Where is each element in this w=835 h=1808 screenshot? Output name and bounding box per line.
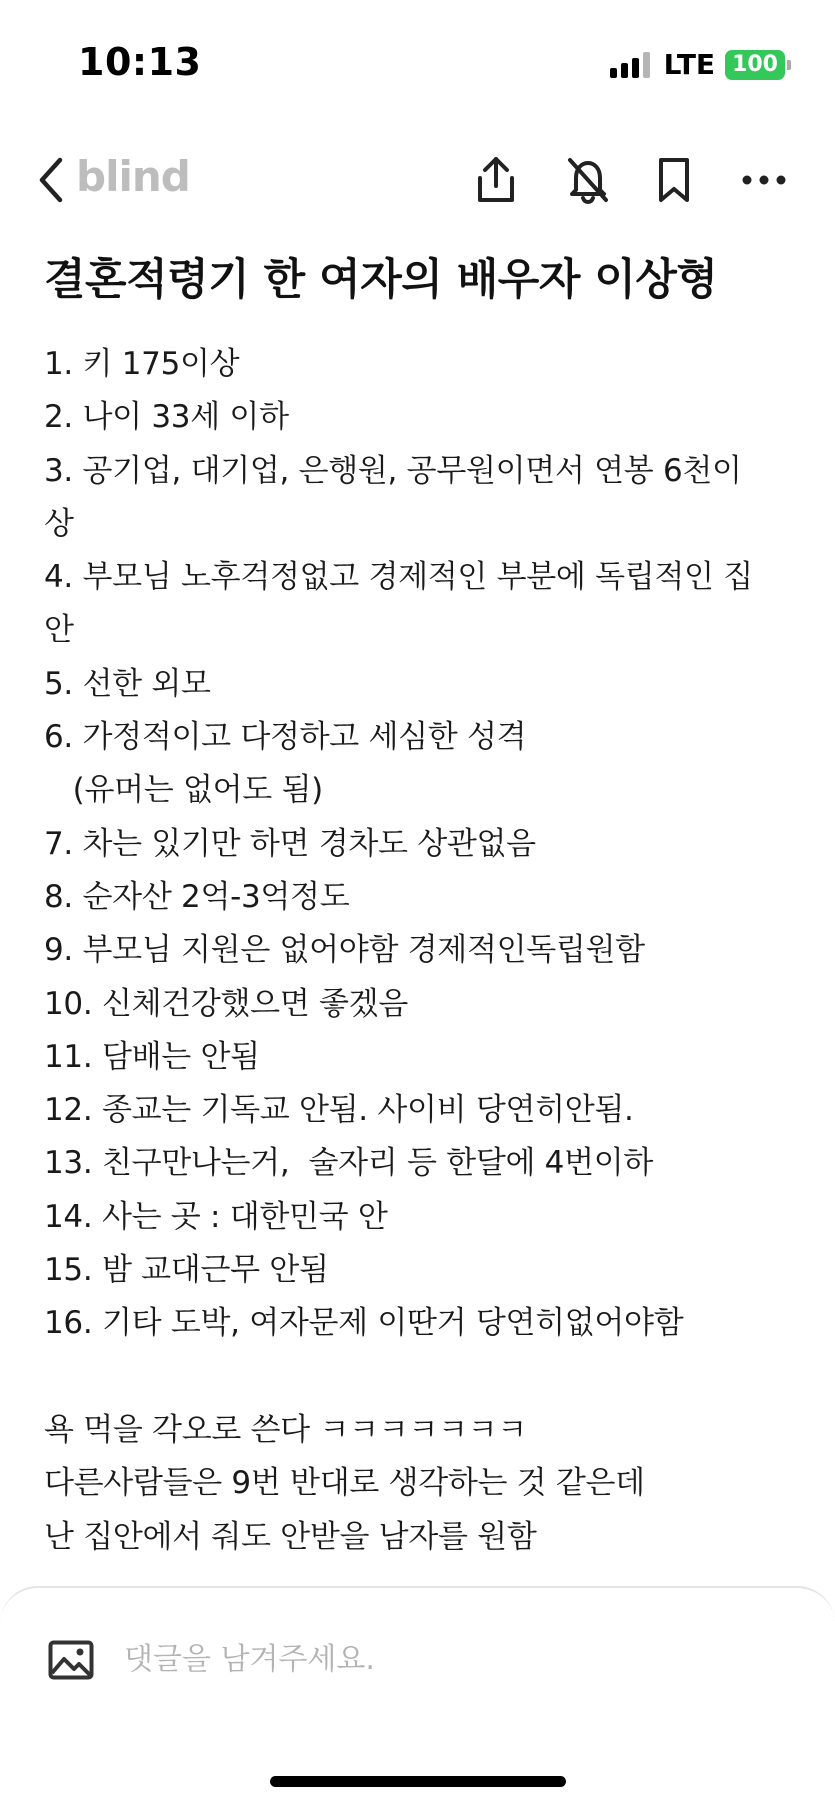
post-body-line: 욕 먹을 각오로 쓴다 ㅋㅋㅋㅋㅋㅋㅋ <box>44 1411 527 1448</box>
post-body-line: 다른사람들은 9번 반대로 생각하는 것 같은데 <box>44 1465 645 1502</box>
post-body-line: 상 <box>44 505 74 542</box>
battery-level: 100 <box>725 50 785 80</box>
post-body-line: 안 <box>44 612 74 649</box>
post-body-line: 난 집안에서 줘도 안받을 남자를 원함 <box>44 1518 537 1555</box>
status-bar <box>0 0 835 130</box>
back-chevron-icon[interactable] <box>34 154 70 206</box>
brand-logo[interactable]: blind <box>76 152 190 201</box>
post-body-line <box>44 1351 804 1404</box>
bell-off-icon[interactable] <box>562 154 614 206</box>
nav-bar <box>0 130 835 230</box>
post-body-line: 4. 부모님 노후걱정없고 경제적인 부분에 독립적인 집 <box>44 559 753 596</box>
post-body-line: 11. 담배는 안됨 <box>44 1038 260 1075</box>
network-type: LTE <box>663 48 716 81</box>
post-body <box>44 338 804 1564</box>
post-body-line: 14. 사는 곳 : 대한민국 안 <box>44 1198 388 1235</box>
post-body-line: 1. 키 175이상 <box>44 346 240 382</box>
post-body-line: 15. 밤 교대근무 안됨 <box>44 1252 329 1289</box>
comment-input[interactable] <box>124 1636 764 1682</box>
post-body-line: 6. 가정적이고 다정하고 세심한 성격 <box>44 719 527 756</box>
share-icon[interactable] <box>470 154 522 206</box>
post-body-line: 13. 친구만나는거, 술자리 등 한달에 4번이하 <box>44 1145 654 1182</box>
battery-icon <box>725 50 791 80</box>
post-body-line: 9. 부모님 지원은 없어야함 경제적인독립원함 <box>44 932 645 969</box>
post-body-line: 10. 신체건강했으면 좋겠음 <box>44 985 408 1022</box>
post-body-line: 12. 종교는 기독교 안됨. 사이비 당연히안됨. <box>44 1092 634 1129</box>
post-body-line: 8. 순자산 2억-3억정도 <box>44 878 350 915</box>
bookmark-icon[interactable] <box>648 154 700 206</box>
post-body-line: (유머는 없어도 됨) <box>44 772 323 809</box>
post-body-line: 3. 공기업, 대기업, 은행원, 공무원이면서 연봉 6천이 <box>44 452 742 489</box>
status-time: 10:13 <box>78 40 202 84</box>
more-icon[interactable] <box>738 154 790 206</box>
signal-icon <box>610 52 650 78</box>
post-body-line: 7. 차는 있기만 하면 경차도 상관없음 <box>44 825 536 862</box>
comment-bar <box>0 1586 835 1808</box>
post-body-line: 2. 나이 33세 이하 <box>44 399 289 436</box>
post-body-line: 5. 선한 외모 <box>44 665 211 702</box>
post-body-line: 16. 기타 도박, 여자문제 이딴거 당연히없어야함 <box>44 1305 684 1342</box>
post-title: 결혼적령기 한 여자의 배우자 이상형 <box>44 255 718 305</box>
image-attach-icon[interactable] <box>48 1640 94 1680</box>
status-indicators <box>610 48 791 81</box>
home-indicator <box>270 1776 566 1787</box>
